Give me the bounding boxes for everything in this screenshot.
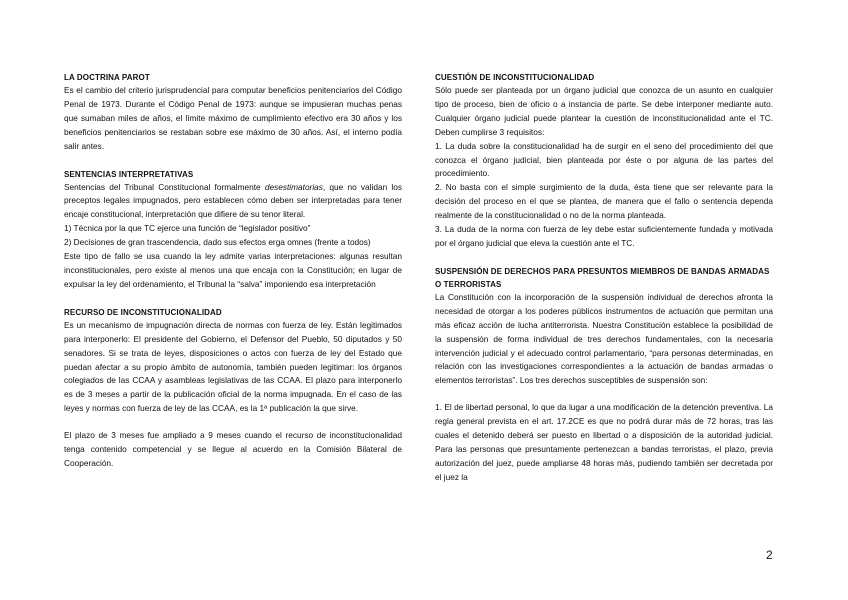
intro-text-end: , que no validan los preceptos legales impugnados, pero establecen cómo deben ser interpretadas para tener encaje constitucional, interpretación que difiere de su tenor literal. bbox=[64, 181, 402, 220]
section-body: Este tipo de fallo se usa cuando la ley admite varias interpretaciones: algunas resultan inconstitucionales, pero existe al menos una que encaja con la Constitución; en lugar de expulsar la ley del ordenamiento, el Tribunal la “salva” imponiendo esa interpretación bbox=[64, 251, 402, 289]
list-item: 1. El de libertad personal, lo que da lugar a una modificación de la detención preventiva. La regla general prevista en el art. 17.2CE es que no podrá durar más de 72 horas, tras las cuales el detenido deberá ser puesto en libertad o a disposición de la autoridad judicial. Para las personas que presuntamente pertenezcan a bandas terroristas, el plazo, previa autorización del juez, puede ampliarse 48 horas más, pudiendo también ser decretada por el juez la bbox=[435, 402, 773, 482]
section-cuestion-inconstitucionalidad bbox=[435, 71, 773, 251]
section-title: SENTENCIAS INTERPRETATIVAS bbox=[64, 169, 194, 179]
right-column bbox=[435, 71, 773, 499]
list-item: 2. No basta con el simple surgimiento de la duda, ésta tiene que ser relevante para la decisión del proceso en el que se plantea, de manera que el fallo o sentencia dependa realmente de la constitucionalidad o no de la norma planteada. bbox=[435, 182, 773, 221]
section-title: CUESTIÓN DE INCONSTITUCIONALIDAD bbox=[435, 73, 595, 82]
list-item: 1. La duda sobre la constitucionalidad ha de surgir en el seno del procedimiento del que conozca el órgano judicial, bien planteada por éste o por alguna de las partes del procedimiento. bbox=[435, 140, 773, 179]
section-title: LA DOCTRINA PAROT bbox=[64, 73, 150, 82]
intro-text: Sentencias del Tribunal Constitucional formalmente bbox=[64, 181, 265, 192]
section-title: RECURSO DE INCONSTITUCIONALIDAD bbox=[64, 307, 222, 317]
page-number: 2 bbox=[766, 548, 773, 562]
section-doctrina-parot bbox=[64, 71, 402, 154]
section-recurso-inconstitucionalidad bbox=[64, 306, 402, 471]
section-intro bbox=[64, 181, 402, 223]
section-title: SUSPENSIÓN DE DERECHOS PARA PRESUNTOS MIEMBROS DE BANDAS ARMADAS O TERRORISTAS bbox=[435, 266, 770, 289]
list-item: 2) Decisiones de gran trascendencia, dado sus efectos erga omnes (frente a todos) bbox=[64, 237, 371, 248]
section-body: Es un mecanismo de impugnación directa de normas con fuerza de ley. Están legitimados para interponerlo: El presidente del Gobierno, el Defensor del Pueblo, 50 diputados y 50 senadores. Si se trata de leyes, disposiciones o actos con fuerza de ley del Estado que puedan afectar a su propio ámbito de autonomía, también pueden legitimar: los órganos colegiados de las CCAA y asambleas legislativas de las CCAA. El plazo para interponerlo es de 3 meses a partir de la publicación oficial de la norma impugnada. En el caso de las leyes y normas con fuerza de ley de las CCAA, es la 1ª publicación la que sirve. bbox=[64, 319, 402, 414]
intro-emphasis: desestimatorias bbox=[264, 181, 323, 192]
section-sentencias-interpretativas bbox=[64, 168, 402, 292]
section-body: La Constitución con la incorporación de la suspensión individual de derechos afronta la necesidad de otorgar a los poderes públicos instrumentos de actuación que permitan una más eficaz acción de lucha antiterrorista. Nuestra Constitución establece la posibilidad de la suspensión de forma individual de tres derechos fundamentales, con la necesaria intervención judicial y el adecuado control parlamentario, “para personas determinadas, en relación con las investigaciones correspondientes a la actuación de bandas armadas o elementos terroristas”. Los tres derechos susceptibles de suspensión son: bbox=[435, 291, 773, 386]
list-item: 1) Técnica por la que TC ejerce una función de “legislador positivo” bbox=[64, 223, 311, 234]
left-column bbox=[64, 71, 402, 485]
list-item: 3. La duda de la norma con fuerza de ley debe estar suficientemente fundada y motivada por el órgano judicial que eleva la cuestión ante el TC. bbox=[435, 224, 773, 248]
section-body: Sólo puede ser planteada por un órgano judicial que conozca de un asunto en cualquier tipo de proceso, bien de oficio o a instancia de parte. Se debe interponer mediante auto. Cualquier órgano judicial puede plantear la cuestión de inconstitucionalidad ante el TC. Deben cumplirse 3 requisitos: bbox=[435, 85, 773, 137]
section-note: El plazo de 3 meses fue ampliado a 9 meses cuando el recurso de inconstitucionalidad tenga contenido competencial y se llegue al acuerdo en la Comisión Bilateral de Cooperación. bbox=[64, 430, 402, 468]
section-body: Es el cambio del criterio jurisprudencial para computar beneficios penitenciarios del Código Penal de 1973. Durante el Código Penal de 1973: aunque se impusieran muchas penas que sumaban miles de años, el límite máximo de cumplimiento efectivo era 30 años y los beneficios penitenciarios se restaban sobre ese máximo de 30 años. Así, el interno podía salir antes. bbox=[64, 85, 402, 151]
section-suspension-derechos bbox=[435, 265, 773, 485]
